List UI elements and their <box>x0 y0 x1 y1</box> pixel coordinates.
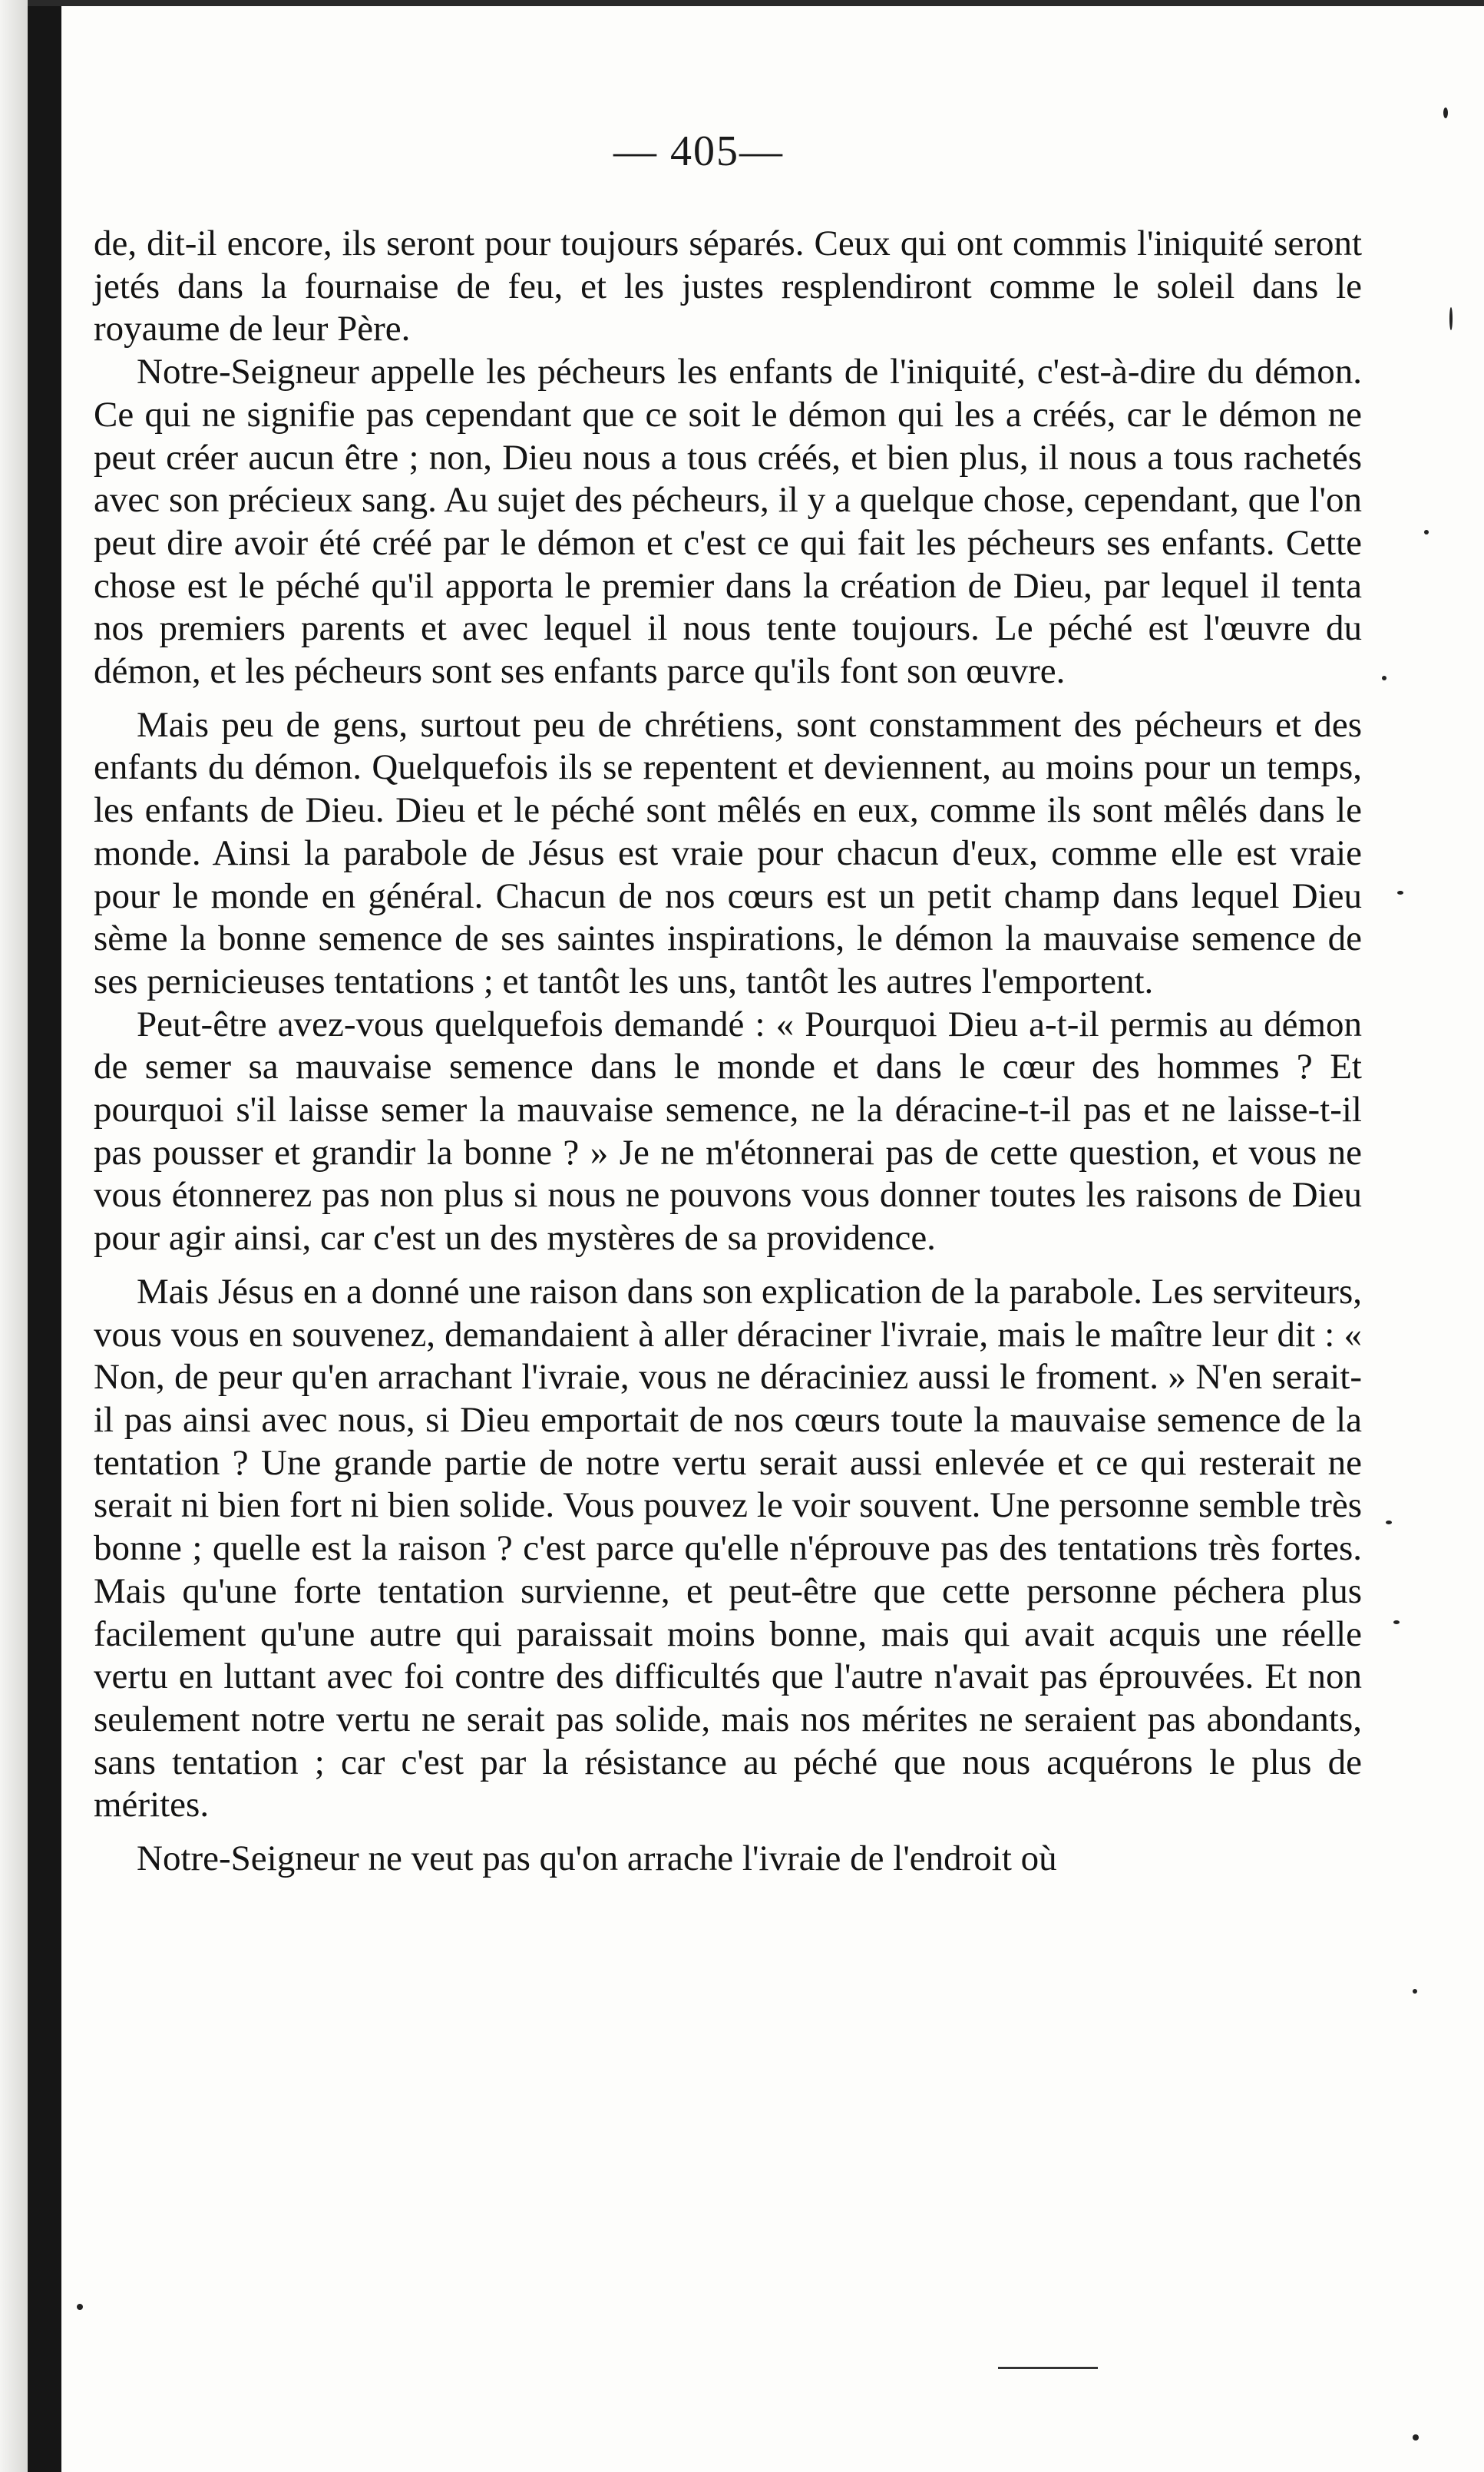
page-top-edge <box>28 0 1484 6</box>
book-binding-edge <box>28 0 61 2472</box>
scan-speck <box>1382 676 1386 680</box>
scan-speck <box>1413 1989 1417 1994</box>
paragraph-3: Mais peu de gens, surtout peu de chrétiens, sont constamment des pécheurs et des enfants du démon. Quelquefois ils se repentent et deviennent, au moins pour un temps, les enfants de Dieu. Dieu et le péché sont mêlés en eux, comme ils sont mêlés dans le monde. Ainsi la parabole de Jésus est vraie pour chacun d'eux, comme elle est vraie pour le monde en général. Chacun de nos cœurs est un petit champ dans lequel Dieu sème la bonne semence de ses saintes inspirations, le démon la mauvaise semence de ses pernicieuses tentations ; et tantôt les uns, tantôt les autres l'emportent. <box>94 704 1362 1001</box>
scan-speck <box>1397 891 1403 895</box>
scan-mark <box>998 2367 1098 2369</box>
paragraph-2: Notre-Seigneur appelle les pécheurs les enfants de l'iniquité, c'est-à-dire du démon. Ce qui ne signifie pas cependant que ce soit le démon qui les a créés, car le démon ne peut créer aucun être ; non, Dieu nous a tous créés, et bien plus, il nous a tous rachetés avec son précieux sang. Au sujet des pécheurs, il y a quelque chose, cependant, que l'on peut dire avoir été créé par le démon et c'est ce qui fait les pécheurs ses enfants. Cette chose est le péché qu'il apporta le premier dans la création de Dieu, par lequel il tenta nos premiers parents et avec lequel il nous tente toujours. Le péché est l'œuvre du démon, et les pécheurs sont ses enfants parce qu'ils font son œuvre. <box>94 352 1362 692</box>
scan-speck <box>1449 307 1453 330</box>
scan-speck <box>1413 2434 1419 2441</box>
paragraph-1: de, dit-il encore, ils seront pour toujours séparés. Ceux qui ont commis l'iniquité seront jetés dans la fournaise de feu, et les justes resplendiront comme le soleil dans le royaume de leur Père. <box>94 223 1362 349</box>
page-number: — 405— <box>613 127 784 175</box>
scan-speck <box>1393 1620 1400 1624</box>
scan-speck <box>1443 108 1448 118</box>
paragraph-4: Peut-être avez-vous quelquefois demandé : « Pourquoi Dieu a-t-il permis au démon de semer sa mauvaise semence dans le monde et dans le cœur des hommes ? Et pourquoi s'il laisse semer la mauvaise semence, ne la déracine-t-il pas et ne laisse-t-il pas pousser et grandir la bonne ? » Je ne m'étonnerai pas de cette question, et vous ne vous étonnerez pas non plus si nous ne pouvons vous donner toutes les raisons de Dieu pour agir ainsi, car c'est un des mystères de sa providence. <box>94 1004 1362 1259</box>
paragraph-6: Notre-Seigneur ne veut pas qu'on arrache l'ivraie de l'endroit où <box>137 1838 1057 1879</box>
body-text <box>94 223 1362 1881</box>
paragraph-5: Mais Jésus en a donné une raison dans son explication de la parabole. Les serviteurs, vous vous en souvenez, demandaient à aller déraciner l'ivraie, mais le maître leur dit : « Non, de peur qu'en arrachant l'ivraie, vous ne déraciniez aussi le froment. » N'en serait-il pas ainsi avec nous, si Dieu emportait de nos cœurs toute la mauvaise semence de la tentation ? Une grande partie de notre vertu serait aussi enlevée et ce qui resterait ne serait ni bien fort ni bien solide. Vous pouvez le voir souvent. Une personne semble très bonne ; quelle est la raison ? c'est parce qu'elle n'éprouve pas des tentations très fortes. Mais qu'une forte tentation survienne, et peut-être que cette personne péchera plus facilement qu'une autre qui paraissait moins bonne, mais qui avait acquis une réelle vertu en luttant avec foi contre des difficultés que l'autre n'avait pas éprouvées. Et non seulement notre vertu ne serait pas solide, mais nos mérites ne seraient pas abondants, sans tentation ; car c'est par la résistance au péché que nous acquérons le plus de mérites. <box>94 1271 1362 1825</box>
scan-speck <box>77 2304 83 2310</box>
page-margin-shadow <box>0 0 28 2472</box>
scan-speck <box>1424 530 1429 534</box>
scan-speck <box>1386 1521 1392 1524</box>
